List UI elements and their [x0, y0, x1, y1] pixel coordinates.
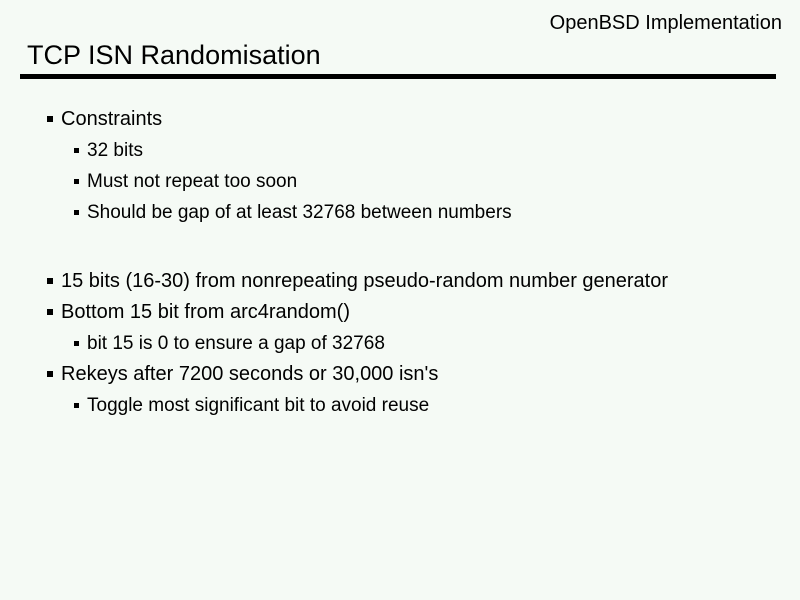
bullet-icon: [74, 210, 79, 215]
list-item-text: Bottom 15 bit from arc4random(): [61, 301, 350, 323]
list-item: [0, 390, 800, 421]
list-item-text: Must not repeat too soon: [87, 171, 298, 192]
page-title: TCP ISN Randomisation: [27, 40, 321, 70]
bullet-icon: [47, 116, 53, 122]
bullet-icon: [47, 278, 53, 284]
list-item: [0, 166, 800, 197]
bullet-icon: [74, 403, 79, 408]
list-item-text: 15 bits (16-30) from nonrepeating pseudo-random number generator: [61, 270, 669, 292]
list-item: [0, 359, 800, 390]
bullet-icon: [74, 179, 79, 184]
list-item-text: 32 bits: [87, 140, 143, 161]
bullet-icon: [47, 309, 53, 315]
list-item: [0, 266, 800, 297]
bullet-icon: [74, 341, 79, 346]
list-item: [0, 328, 800, 359]
list-item: [0, 104, 800, 135]
bullet-list: [0, 104, 800, 421]
list-item-text: bit 15 is 0 to ensure a gap of 32768: [87, 333, 385, 354]
bullet-icon: [74, 148, 79, 153]
bullet-icon: [47, 371, 53, 377]
list-item-text: Rekeys after 7200 seconds or 30,000 isn's: [61, 363, 439, 385]
list-item-text: Toggle most significant bit to avoid reuse: [87, 395, 430, 416]
title-underline: [20, 74, 776, 79]
slide-subtitle: OpenBSD Implementation: [549, 12, 782, 34]
list-item-text: Should be gap of at least 32768 between numbers: [87, 202, 512, 223]
list-item: [0, 135, 800, 166]
list-item-text: Constraints: [61, 108, 163, 130]
list-item: [0, 297, 800, 328]
list-item: [0, 197, 800, 228]
